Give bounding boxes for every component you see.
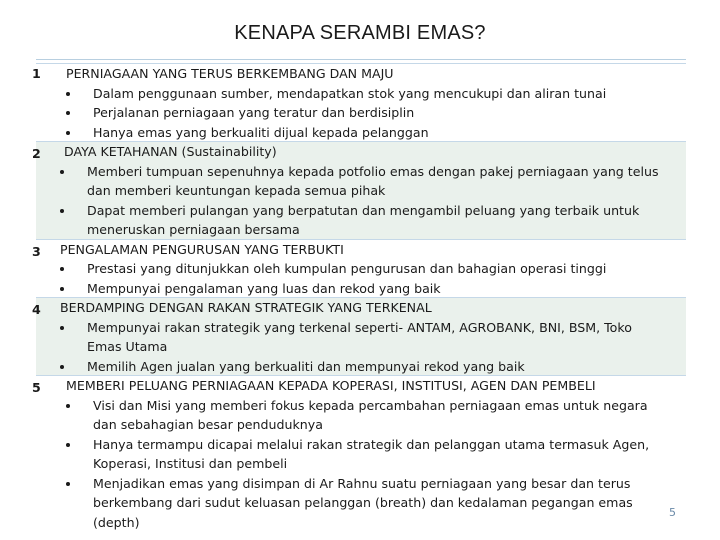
bullet-text: Memberi tumpuan sepenuhnya kepada potfolio emas dengan pakej perniagaan yang telus (87, 163, 659, 179)
bullet-text: Hanya termampu dicapai melalui rakan strategik dan pelanggan utama termasuk Agen, (93, 436, 650, 452)
bullet-icon (66, 131, 70, 135)
bullet-icon (60, 287, 64, 291)
bullet-text: Memilih Agen jualan yang berkualiti dan mempunyai rekod yang baik (87, 358, 525, 374)
bullet-icon (66, 404, 70, 408)
bullet-icon (66, 482, 70, 486)
bullet-text: (depth) (93, 514, 140, 530)
page-number: 5 (669, 506, 676, 519)
section-number: 4 (32, 302, 41, 317)
section-number: 5 (32, 380, 41, 395)
bullet-icon (60, 326, 64, 330)
bullet-text: Dalam penggunaan sumber, mendapatkan stok yang mencukupi dan aliran tunai (93, 85, 607, 101)
bullet-text: berkembang dari sudut keluasan pelanggan (breath) dan kedalaman pegangan emas (93, 495, 633, 510)
section-heading: PENGALAMAN PENGURUSAN YANG TERBUKTI (60, 241, 344, 257)
bullet-text: Dapat memberi pulangan yang berpatutan dan mengambil peluang yang terbaik untuk (87, 202, 640, 218)
slide-title: KENAPA SERAMBI EMAS? (234, 22, 486, 44)
bullet-text: Menjadikan emas yang disimpan di Ar Rahnu suatu perniagaan yang besar dan terus (93, 475, 631, 491)
section-number: 1 (32, 66, 41, 81)
bullet-text: Visi dan Misi yang memberi fokus kepada percambahan perniagaan emas untuk negara (93, 397, 648, 413)
bullet-icon (60, 209, 64, 213)
bullet-text: Mempunyai rakan strategik yang terkenal seperti- ANTAM, AGROBANK, BNI, BSM, Toko (87, 319, 632, 335)
bullet-text: Prestasi yang ditunjukkan oleh kumpulan pengurusan dan bahagian operasi tinggi (87, 261, 607, 276)
bullet-icon (66, 443, 70, 447)
bullet-text: dan memberi keuntungan kepada semua pihak (87, 183, 386, 198)
section-number: 2 (32, 146, 41, 161)
bullet-text: Hanya emas yang berkualiti dijual kepada pelanggan (93, 124, 429, 140)
title-divider (36, 59, 686, 60)
bullet-icon (66, 111, 70, 115)
bullet-icon (60, 267, 64, 271)
bullet-icon (66, 92, 70, 96)
bullet-text: dan sebahagian besar penduduknya (93, 417, 323, 432)
bullet-text: Emas Utama (87, 339, 168, 354)
bullet-icon (60, 170, 64, 174)
section-heading: BERDAMPING DENGAN RAKAN STRATEGIK YANG TERKENAL (60, 300, 432, 315)
section-number: 3 (32, 243, 41, 259)
section-heading: MEMBERI PELUANG PERNIAGAAN KEPADA KOPERASI, INSTITUSI, AGEN DAN PEMBELI (66, 378, 596, 393)
bullet-text: Koperasi, Institusi dan pembeli (93, 456, 288, 471)
section-heading: PERNIAGAAN YANG TERUS BERKEMBANG DAN MAJU (66, 66, 394, 81)
bullet-text: Perjalanan perniagaan yang teratur dan berdisiplin (93, 105, 415, 120)
bullet-text: Mempunyai pengalaman yang luas dan rekod yang baik (87, 280, 441, 296)
bullet-text: meneruskan perniagaan bersama (87, 222, 300, 237)
bullet-icon (60, 365, 64, 369)
section-heading: DAYA KETAHANAN (Sustainability) (64, 144, 277, 159)
